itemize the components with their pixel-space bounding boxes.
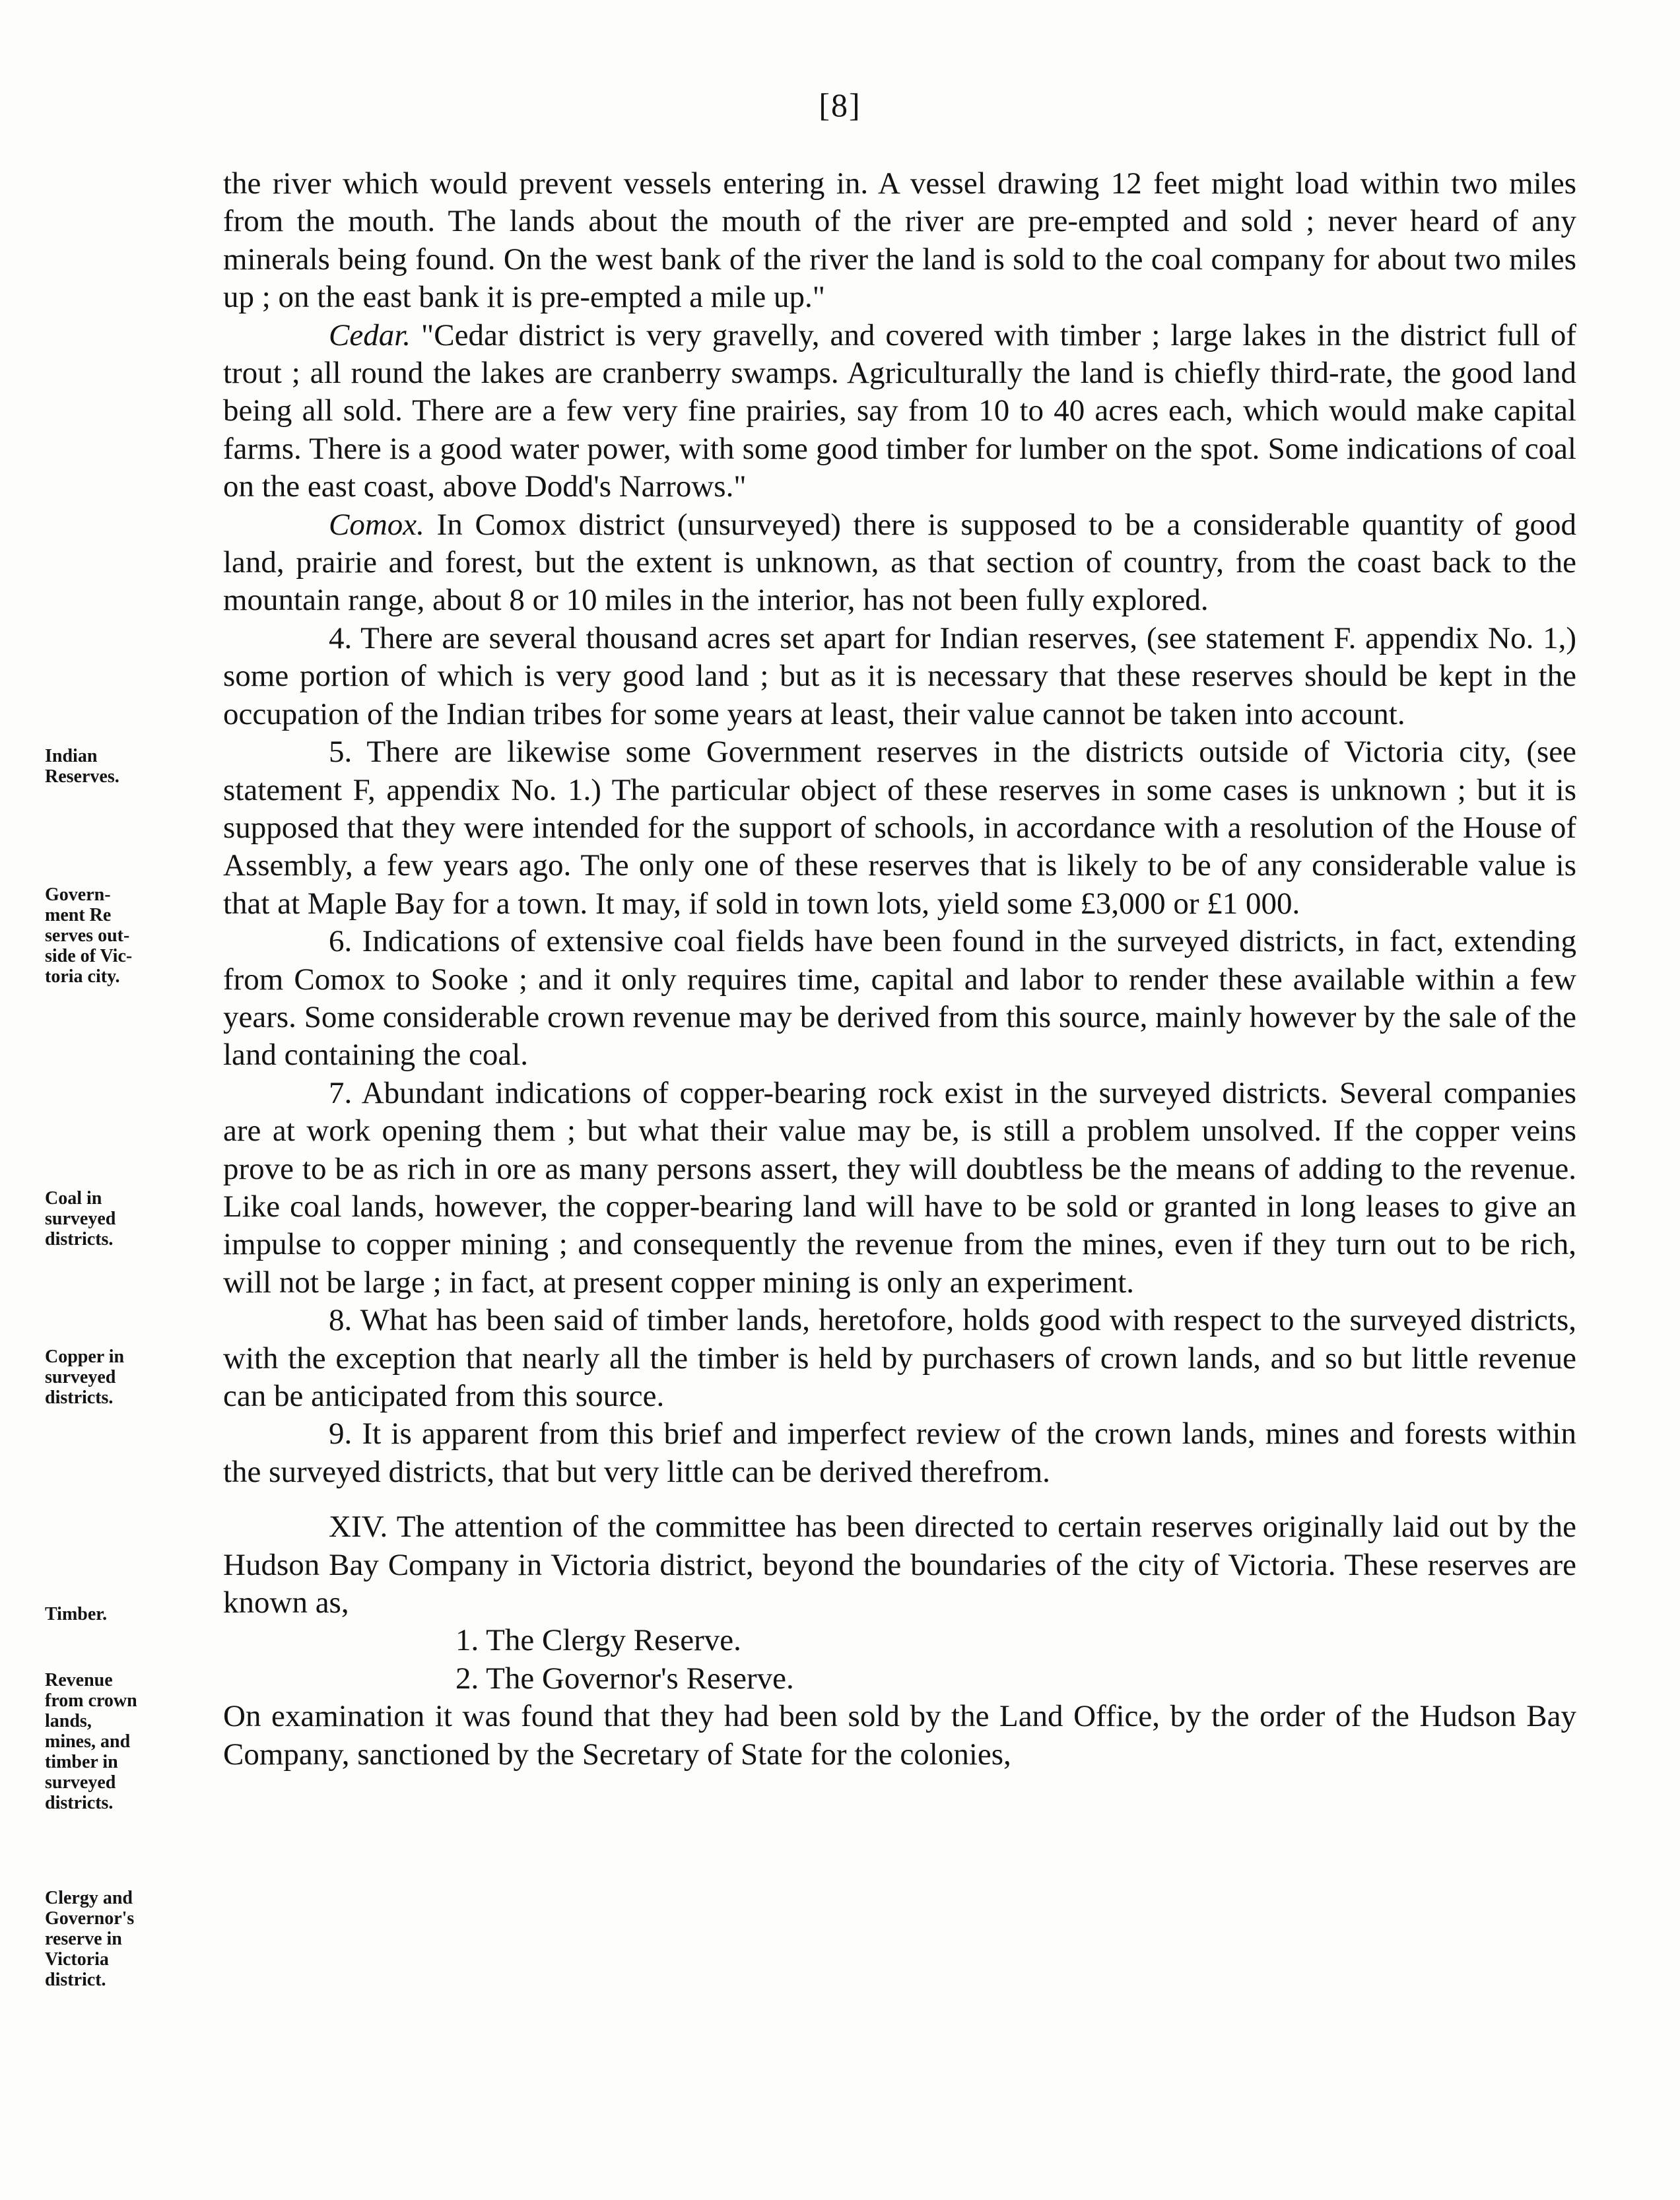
margin-note-line: Governor's: [45, 1908, 135, 1929]
margin-note-line: reserve in: [45, 1929, 122, 1949]
margin-note-line: Timber.: [45, 1604, 108, 1624]
paragraph-6: 6. Indications of extensive coal fields have been found in the surveyed districts, in fact, extending from Comox to Sooke ; and it only requires time, capital and labor to render these available within a few years. Some considerable crown revenue may be derived from this source, mainly however by the sale of the land containing the coal.: [223, 924, 1576, 1073]
margin-note-line: surveyed: [45, 1367, 116, 1387]
paragraph-comox: [223, 506, 1576, 620]
margin-note-line: side of Vic-: [45, 946, 133, 966]
paragraph-4: 4. There are several thousand acres set apart for Indian reserves, (see statement F. appendix No. 1,) some portion of which is very good land ; but as it is necessary that these reserves should be kept in the occupation of the Indian tribes for some years at least, their value cannot be taken into account.: [223, 620, 1576, 731]
margin-note-line: Indian: [45, 746, 98, 766]
paragraph-8: 8. What has been said of timber lands, heretofore, holds good with respect to the surveyed districts, with the exception that nearly all the timber is held by purchasers of crown lands, and so but little revenue can be anticipated from this source.: [223, 1303, 1576, 1413]
margin-note-coal: [45, 1188, 230, 1250]
margin-notes: [0, 0, 224, 2200]
margin-note-copper: [45, 1347, 230, 1408]
body-text: [223, 165, 1576, 1774]
margin-note-government-reserves: [45, 884, 230, 987]
paragraph-5: 5. There are likewise some Government reserves in the districts outside of Victoria city, (see statement F, appendix No. 1.) The particular object of these reserves in some cases is unknown ; but it is supposed that they were intended for the support of schools, in accordance with a resolution of the House of Assembly, a few years ago. The only one of these reserves that is likely to be of any considerable value is that at Maple Bay for a town. It may, if sold in town lots, yield some £3,000 or £1 000.: [223, 735, 1576, 921]
margin-note-timber: [45, 1604, 230, 1624]
margin-note-line: lands,: [45, 1711, 92, 1731]
page-number: [8]: [819, 86, 861, 123]
margin-note-line: districts.: [45, 1387, 114, 1408]
margin-note-line: Victoria: [45, 1949, 109, 1970]
paragraph-cedar: [223, 317, 1576, 506]
margin-note-line: serves out-: [45, 925, 130, 946]
margin-note-line: districts.: [45, 1793, 114, 1813]
cedar-label: Cedar.: [329, 317, 411, 352]
margin-note-clergy: [45, 1888, 230, 1990]
margin-note-line: Copper in: [45, 1347, 125, 1367]
paragraph-14: XIV. The attention of the committee has been directed to certain reserves originally laid out by the Hudson Bay Company in Victoria district, beyond the boundaries of the city of Victoria. These reserves are known as,: [223, 1510, 1576, 1620]
margin-note-line: toria city.: [45, 966, 120, 987]
margin-note-line: surveyed: [45, 1209, 116, 1229]
margin-note-line: mines, and: [45, 1731, 131, 1752]
margin-note-revenue: [45, 1670, 230, 1813]
margin-note-indian-reserves: [45, 746, 230, 787]
margin-note-line: district.: [45, 1970, 106, 1990]
list-item-governor: 2. The Governor's Reserve.: [455, 1661, 794, 1696]
margin-note-line: timber in: [45, 1752, 118, 1772]
margin-note-line: Coal in: [45, 1188, 102, 1209]
comox-text: In Comox district (unsurveyed) there is supposed to be a considerable quantity of good land, prairie and forest, but the extent is unknown, as that section of country, from the coast back to the mountain range, about 8 or 10 miles in the interior, has not been fully explored.: [223, 507, 1576, 618]
cedar-text: "Cedar district is very gravelly, and covered with timber ; large lakes in the district full of trout ; all round the lakes are cranberry swamps. Agriculturally the land is chiefly third-rate, the good land being all sold. There are a few very fine prairies, say from 10 to 40 acres each, which would make capital farms. There is a good water power, with some good timber for lumber on the spot. Some indications of coal on the east coast, above Dodd's Narrows.": [223, 317, 1576, 504]
paragraph-9: 9. It is apparent from this brief and imperfect review of the crown lands, mines and forests within the surveyed districts, that but very little can be derived therefrom.: [223, 1417, 1576, 1489]
list-item-clergy: 1. The Clergy Reserve.: [455, 1623, 741, 1658]
margin-note-line: Clergy and: [45, 1888, 133, 1908]
margin-note-line: Govern-: [45, 884, 111, 905]
margin-note-line: ment Re: [45, 905, 112, 925]
margin-note-line: from crown: [45, 1690, 137, 1711]
margin-note-line: Revenue: [45, 1670, 113, 1690]
paragraph-7: 7. Abundant indications of copper-bearing rock exist in the surveyed districts. Several companies are at work opening them ; but what their value may be, is still a problem unsolved. If the copper veins prove to be as rich in ore as many persons assert, they will doubtless be the means of adding to the revenue. Like coal lands, however, the copper-bearing land will have to be sold or granted in long leases to give an impulse to copper mining ; and consequently the revenue from the mines, even if they turn out to be rich, will not be large ; in fact, at present copper mining is only an experiment.: [223, 1075, 1576, 1300]
margin-note-line: surveyed: [45, 1772, 116, 1793]
comox-label: Comox.: [329, 507, 424, 542]
margin-note-line: districts.: [45, 1229, 114, 1250]
paragraph-opening: the river which would prevent vessels entering in. A vessel drawing 12 feet might load within two miles from the mouth. The lands about the mouth of the river are pre-empted and sold ; never heard of any minerals being found. On the west bank of the river the land is sold to the coal company for about two miles up ; on the east bank it is pre-empted a mile up.": [223, 166, 1576, 315]
paragraph-final: On examination it was found that they had been sold by the Land Office, by the order of the Hudson Bay Company, sanctioned by the Secretary of State for the colonies,: [223, 1699, 1576, 1772]
margin-note-line: Reserves.: [45, 766, 119, 787]
